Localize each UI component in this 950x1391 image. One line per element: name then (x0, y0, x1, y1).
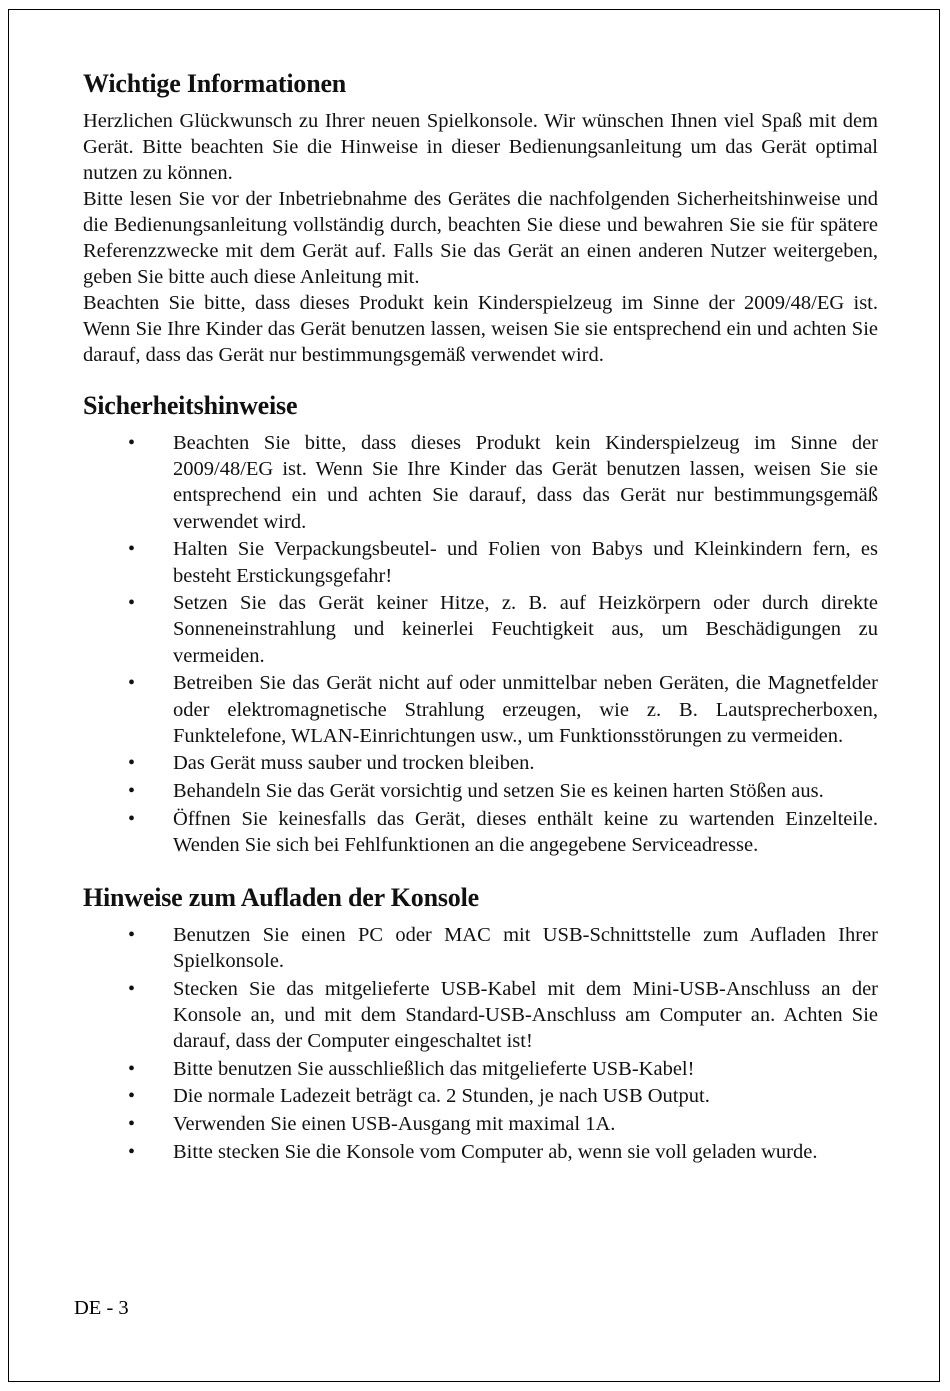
list-item (83, 1083, 878, 1109)
list-item-text: Bitte benutzen Sie ausschließlich das mitgelieferte USB-Kabel! (173, 1057, 695, 1080)
list-item (83, 922, 878, 974)
bullet-icon: • (128, 432, 136, 454)
bullet-icon: • (128, 1140, 136, 1163)
charging-list (83, 922, 878, 1165)
document-page (8, 9, 940, 1382)
heading-wichtige-informationen: Wichtige Informationen (83, 69, 347, 98)
list-item (83, 536, 878, 588)
list-item-text: Betreiben Sie das Gerät nicht auf oder unmittelbar neben Geräten, die Magnetfelder oder elektromagnetische Strahlung erzeugen, wie z. B. Lautsprecherboxen, Funktelefone, WLAN-Einrichtungen usw., um Funktionsstörungen zu vermeiden. (173, 672, 878, 747)
list-item-text: Verwenden Sie einen USB-Ausgang mit maximal 1A. (173, 1113, 616, 1136)
bullet-icon: • (128, 592, 136, 615)
bullet-icon: • (128, 977, 136, 1000)
bullet-icon: • (128, 1113, 136, 1136)
page-content (83, 68, 878, 1167)
list-item-text: Öffnen Sie keinesfalls das Gerät, dieses enthält keine zu wartenden Einzelteile. Wenden Sie sich bei Fehlfunktionen an die angegebene Serviceadresse. (173, 807, 878, 857)
list-item-text: Die normale Ladezeit beträgt ca. 2 Stunden, je nach USB Output. (173, 1085, 710, 1108)
list-item (83, 1111, 878, 1137)
list-item-text: Benutzen Sie einen PC oder MAC mit USB-Schnittstelle zum Aufladen Ihrer Spielkonsole. (173, 923, 878, 972)
bullet-icon: • (128, 1057, 136, 1080)
bullet-icon: • (128, 672, 136, 695)
list-item-text: Stecken Sie das mitgelieferte USB-Kabel mit dem Mini-USB-Anschluss an der Konsole an, und mit dem Standard-USB-Anschluss am Computer an. Achten Sie darauf, dass der Computer eingeschaltet ist! (173, 977, 878, 1053)
list-item (83, 976, 878, 1055)
toy-notice-paragraph: Beachten Sie bitte, dass dieses Produkt kein Kinderspielzeug im Sinne der 2009/48/EG ist. Wenn Sie Ihre Kinder das Gerät benutzen lassen, weisen Sie sie entsprechend ein und achten Sie darauf, dass das Gerät nur bestimmungsgemäß verwendet wird. (83, 292, 878, 366)
list-item (83, 1139, 878, 1165)
list-item-text: Bitte stecken Sie die Konsole vom Computer ab, wenn sie voll geladen wurde. (173, 1140, 818, 1163)
page-number: DE - 3 (74, 1297, 129, 1319)
safety-list (83, 430, 878, 858)
list-item-text: Beachten Sie bitte, dass dieses Produkt kein Kinderspielzeug im Sinne der 2009/48/EG ist. Wenn Sie Ihre Kinder das Gerät benutzen lassen, weisen Sie sie entsprechend ein und achten Sie darauf, dass das Gerät nur bestimmungsgemäß verwendet wird. (173, 432, 878, 533)
intro-paragraph: Herzlichen Glückwunsch zu Ihrer neuen Spielkonsole. Wir wünschen Ihnen viel Spaß mit dem Gerät. Bitte beachten Sie die Hinweise in dieser Bedienungsanleitung um das Gerät optimal nutzen zu können. (83, 110, 878, 184)
list-item (83, 670, 878, 749)
bullet-icon: • (128, 780, 136, 803)
bullet-icon: • (128, 752, 136, 775)
bullet-icon: • (128, 923, 136, 946)
list-item-text: Das Gerät muss sauber und trocken bleiben. (173, 752, 535, 775)
list-item-text: Behandeln Sie das Gerät vorsichtig und setzen Sie es keinen harten Stößen aus. (173, 780, 824, 803)
read-instructions-paragraph: Bitte lesen Sie vor der Inbetriebnahme des Gerätes die nachfolgenden Sicherheitshinweise und die Bedienungsanleitung vollständig durch, beachten Sie diese und bewahren Sie sie für spätere Referenzzwecke mit dem Gerät auf. Falls Sie das Gerät an einen anderen Nutzer weitergeben, geben Sie bitte auch diese Anleitung mit. (83, 188, 878, 288)
bullet-icon: • (128, 538, 136, 561)
list-item-text: Setzen Sie das Gerät keiner Hitze, z. B. auf Heizkörpern oder durch direkte Sonneneinstrahlung und keinerlei Feuchtigkeit aus, um Beschädigungen zu vermeiden. (173, 592, 878, 667)
list-item (83, 1056, 878, 1082)
list-item (83, 430, 878, 535)
bullet-icon: • (128, 1085, 136, 1108)
list-item-text: Halten Sie Verpackungsbeutel- und Folien von Babys und Kleinkindern fern, es besteht Erstickungsgefahr! (173, 538, 878, 587)
list-item (83, 590, 878, 669)
list-item (83, 750, 878, 776)
bullet-icon: • (128, 807, 136, 830)
heading-aufladen: Hinweise zum Aufladen der Konsole (83, 882, 479, 912)
heading-sicherheitshinweise: Sicherheitshinweise (83, 391, 298, 420)
section-gap (83, 368, 878, 390)
list-item (83, 806, 878, 858)
list-item (83, 778, 878, 804)
section-gap (83, 860, 878, 882)
